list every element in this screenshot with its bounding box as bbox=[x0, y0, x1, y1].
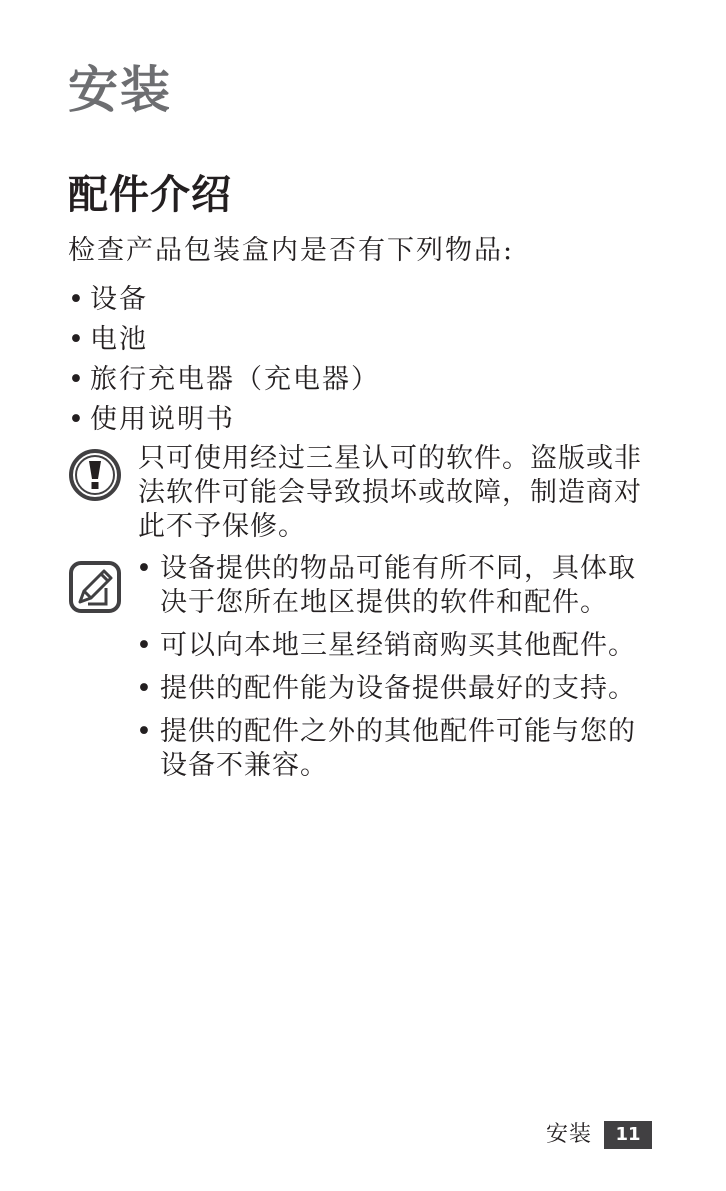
bullet: • bbox=[68, 284, 86, 315]
note-item-text: 设备提供的物品可能有所不同，具体取决于您所在地区提供的软件和配件。 bbox=[160, 553, 636, 618]
caution-exclamation-icon bbox=[68, 448, 122, 502]
list-item-text: 设备 bbox=[90, 284, 148, 315]
caution-text: 只可使用经过三星认可的软件。盗版或非法软件可能会导致损坏或故障，制造商对此不予保修。 bbox=[138, 443, 642, 542]
list-item-text: 旅行充电器（充电器） bbox=[90, 364, 380, 395]
note-list bbox=[134, 552, 654, 792]
note-item bbox=[134, 715, 654, 783]
list-item bbox=[68, 360, 380, 400]
bullet: • bbox=[68, 324, 86, 355]
list-item bbox=[68, 280, 380, 320]
note-item bbox=[134, 552, 654, 620]
page-number-badge: 11 bbox=[604, 1121, 652, 1149]
package-contents-list bbox=[68, 280, 380, 440]
section-title: 配件介绍 bbox=[68, 172, 232, 218]
list-item bbox=[68, 320, 380, 360]
bullet: • bbox=[68, 364, 86, 395]
list-item-text: 电池 bbox=[90, 324, 148, 355]
bullet: • bbox=[136, 673, 153, 704]
note-item bbox=[134, 672, 654, 706]
note-item bbox=[134, 629, 654, 663]
list-item-text: 使用说明书 bbox=[90, 404, 235, 435]
section-intro: 检查产品包装盒内是否有下列物品: bbox=[68, 235, 515, 266]
note-item-text: 提供的配件能为设备提供最好的支持。 bbox=[160, 673, 636, 704]
footer-section-label: 安装 bbox=[546, 1122, 593, 1147]
page-footer bbox=[546, 1118, 652, 1152]
bullet: • bbox=[136, 630, 153, 661]
bullet: • bbox=[136, 553, 153, 584]
chapter-title: 安装 bbox=[68, 61, 172, 119]
bullet: • bbox=[68, 404, 86, 435]
bullet: • bbox=[136, 716, 153, 747]
list-item bbox=[68, 400, 380, 440]
note-item-text: 可以向本地三星经销商购买其他配件。 bbox=[160, 630, 636, 661]
note-pencil-icon bbox=[68, 560, 122, 614]
note-item-text: 提供的配件之外的其他配件可能与您的设备不兼容。 bbox=[160, 716, 636, 781]
